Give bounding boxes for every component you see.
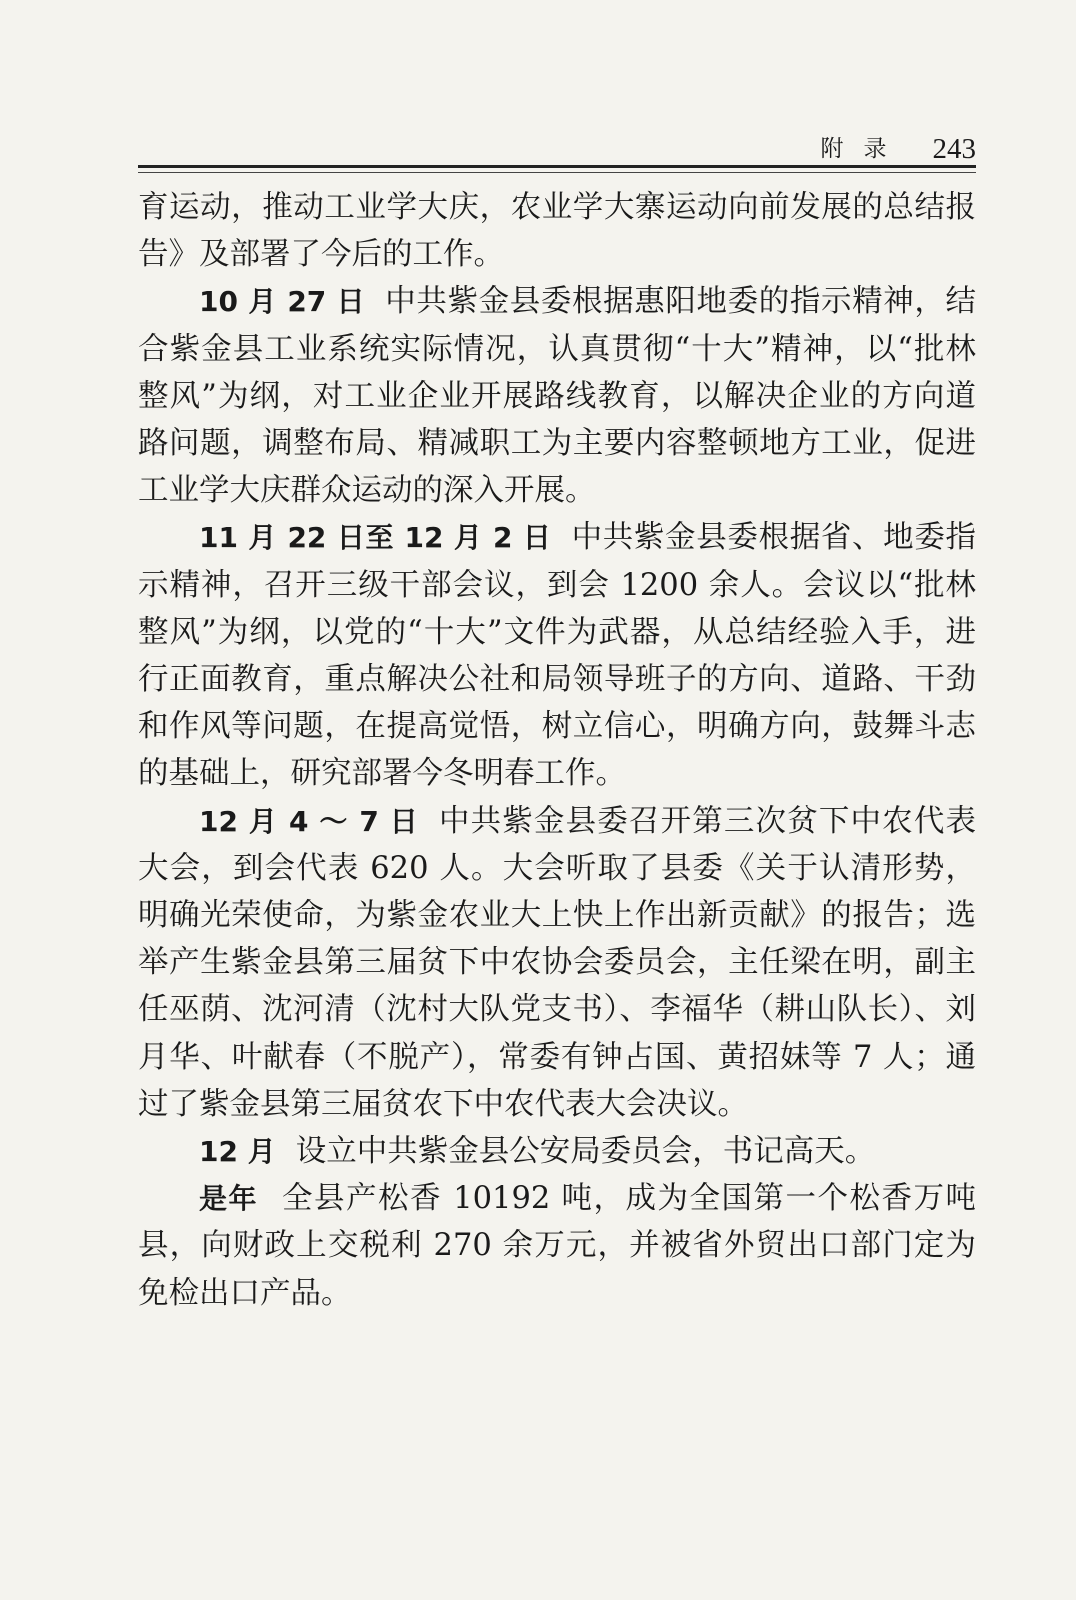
chronology-entry <box>138 1128 976 1175</box>
entry-date: 12 月 <box>199 1135 276 1169</box>
chronology-entry <box>138 798 976 1128</box>
running-head <box>138 124 976 164</box>
header-rule-thick <box>138 165 976 168</box>
body-text <box>138 184 976 1317</box>
chronology-entry <box>138 514 976 797</box>
entry-text: 全县产松香 10192 吨，成为全国第一个松香万吨县，向财政上交税利 270 余万元，并被省外贸出口部门定为免检出口产品。 <box>138 1181 976 1311</box>
chronology-entry <box>138 1175 976 1317</box>
entry-date: 是年 <box>199 1182 259 1216</box>
entry-date: 10 月 27 日 <box>199 285 366 319</box>
entry-text: 中共紫金县委根据惠阳地委的指示精神，结合紫金县工业系统实际情况，认真贯彻“十大”精神，以“批林整风”为纲，对工业企业开展路线教育，以解决企业的方向道路问题，调整布局、精减职工为主要内容整顿地方工业，促进工业学大庆群众运动的深入开展。 <box>138 284 976 509</box>
paragraph-text: 育运动，推动工业学大庆，农业学大寨运动向前发展的总结报告》及部署了今后的工作。 <box>138 190 976 273</box>
section-name: 附录 <box>820 136 907 162</box>
entry-date: 11 月 22 日至 12 月 2 日 <box>199 521 552 555</box>
entry-text: 中共紫金县委根据省、地委指示精神，召开三级干部会议，到会 1200 余人。会议以“批林整风”为纲，以党的“十大”文件为武器，从总结经验入手，进行正面教育，重点解决公社和局领导班子的方向、道路、干劲和作风等问题，在提高觉悟，树立信心，明确方向，鼓舞斗志的基础上，研究部署今冬明春工作。 <box>138 520 976 792</box>
entry-text: 设立中共紫金县公安局委员会，书记高天。 <box>295 1134 876 1170</box>
entry-date: 12 月 4 ～ 7 日 <box>199 804 419 838</box>
chronology-entry <box>138 278 976 514</box>
entry-text: 中共紫金县委召开第三次贫下中农代表大会，到会代表 620 人。大会听取了县委《关于认清形势，明确光荣使命，为紫金农业大上快上作出新贡献》的报告；选举产生紫金县第三届贫下中农协会委员会，主任梁在明，副主任巫荫、沈河清（沈村大队党支书）、李福华（耕山队长）、刘月华、叶献春（不脱产），常委有钟占国、黄招妹等 7 人；通过了紫金县第三届贫农下中农代表大会决议。 <box>138 803 977 1122</box>
page-number: 243 <box>932 133 976 165</box>
paragraph-continued <box>138 184 976 278</box>
header-rule-thin <box>138 172 976 173</box>
